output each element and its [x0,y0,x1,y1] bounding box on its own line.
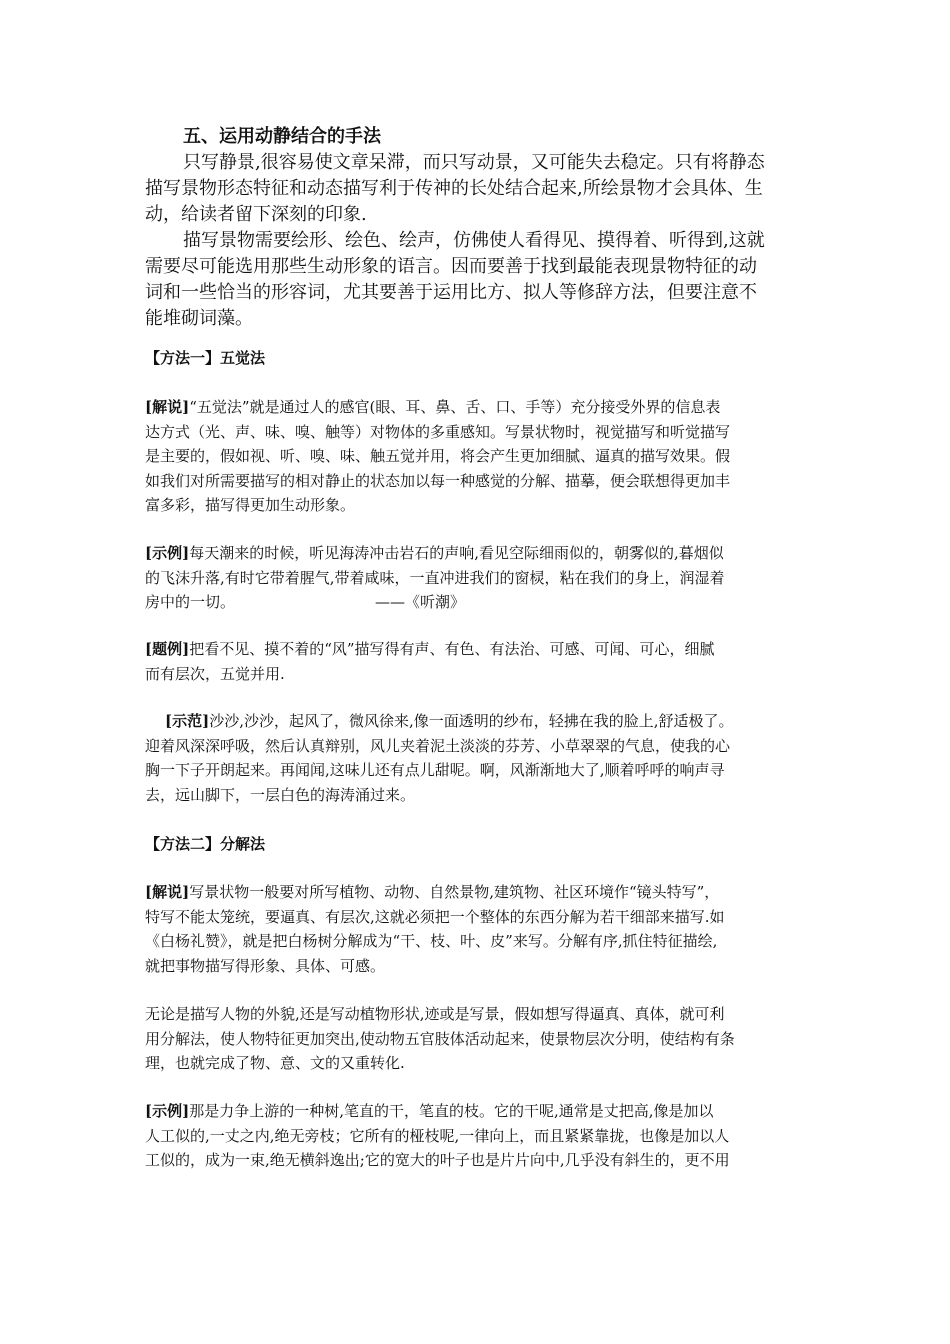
section-heading: 五、运用动静结合的手法 [183,126,381,147]
method1-model [145,709,815,807]
explain-line: 《白杨礼赞》，就是把白杨树分解成为“干、枝、叶、皮”来写。分解有序,抓住特征描绘, [145,932,718,950]
explain-line: 达方式（光、声、味、嗅、触等）对物体的多重感知。写景状物时，视觉描写和听觉描写 [145,422,731,441]
paragraph-line: 无论是描写人物的外貌,还是写动植物形状,迹或是写景，假如想写得逼真、真体，就可利 [145,1005,725,1023]
exercise-line: 而有层次，五觉并用. [145,664,285,683]
example-line: 的飞沫升落,有时它带着腥气,带着咸味，一直冲进我们的窗棂，粘在我们的身上，润湿着 [145,568,725,587]
example-line: 工似的，成为一束,绝无横斜逸出;它的宽大的叶子也是片片向中,几乎没有斜生的，更不用 [145,1151,730,1169]
example-line: 人工似的,一丈之内,绝无旁枝；它所有的桠枝呢,一律向上，而且紧紧靠拢，也像是加以人 [145,1126,730,1145]
method2-explain [145,880,815,978]
model-line: 沙沙,沙沙，起风了，微风徐来,像一面透明的纱布，轻拂在我的脸上,舒适极了。 [209,712,734,730]
example-tag: [示例] [145,544,190,562]
example-line: 每天潮来的时候，听见海涛冲击岩石的声响,看见空际细雨似的，朝雾似的,暮烟似 [189,544,724,562]
exercise-tag: [题例] [145,640,190,658]
method2-title-block [145,832,815,857]
explain-tag: [解说] [145,883,190,901]
explain-line: 特写不能太笼统，要逼真、有层次,这就必须把一个整体的东西分解为若干细部来描写.如 [145,907,725,926]
explain-line: 如我们对所需要描写的相对静止的状态加以每一种感觉的分解、描摹，便会联想得更加丰 [145,471,731,490]
method1-title-block [145,346,815,371]
example-source: ——《听潮》 [375,593,466,611]
para2-line: 词和一些恰当的形容词，尤其要善于运用比方、拟人等修辞方法，但要注意不 [145,282,757,303]
explain-line: 富多彩，描写得更加生动形象。 [145,496,356,514]
example-line: 房中的一切。 [145,593,236,611]
model-line: 迎着风深深呼吸，然后认真辩别，风儿夹着泥土淡淡的芬芳、小草翠翠的气息，使我的心 [145,736,731,755]
method1-explain [145,395,815,518]
section5 [145,124,815,332]
para2-line: 需要尽可能选用那些生动形象的语言。因而要善于找到最能表现景物特征的动 [145,256,757,277]
paragraph-line: 理，也就完成了物、意、文的又重转化. [145,1054,405,1072]
para1-line: 动，给读者留下深刻的印象. [145,204,367,225]
explain-line: 是主要的，假如视、听、嗅、味、触五觉并用，将会产生更加细腻、逼真的描写效果。假 [145,447,731,465]
method2-example [145,1099,815,1173]
method1-exercise [145,637,815,686]
model-line: 胸一下子开朗起来。再闻闻,这味儿还有点儿甜呢。啊，风渐渐地大了,顺着呼呼的响声寻 [145,761,725,779]
paragraph-line: 用分解法，使人物特征更加突出,使动物五官肢体活动起来，使景物层次分明，使结构有条 [145,1029,735,1048]
exercise-line: 把看不见、摸不着的“风”描写得有声、有色、有法治、可感、可闻、可心，细腻 [189,640,715,658]
explain-tag: [解说] [145,398,190,416]
method2-paragraph [145,1002,815,1076]
method1-example [145,541,815,615]
model-tag: [示范] [165,712,210,730]
method1-title: 【方法一】五觉法 [145,349,266,367]
method2-title: 【方法二】分解法 [145,835,266,853]
explain-line: “五觉法”就是通过人的感官(眼、耳、鼻、舌、口、手等）充分接受外界的信息表 [189,398,721,416]
example-line: 那是力争上游的一种树,笔直的干，笔直的枝。它的干呢,通常是丈把高,像是加以 [189,1102,714,1120]
explain-line: 就把事物描写得形象、具体、可感。 [145,956,386,975]
model-line: 去，远山脚下，一层白色的海涛涌过来。 [145,785,416,804]
para2-line: 描写景物需要绘形、绘色、绘声，仿佛使人看得见、摸得着、听得到,这就 [183,230,765,251]
example-tag: [示例] [145,1102,190,1120]
explain-line: 写景状物一般要对所写植物、动物、自然景物,建筑物、社区环境作“镜头特写”， [189,883,720,901]
para2-line: 能堆砌词藻。 [145,308,253,329]
para1-line: 描写景物形态特征和动态描写利于传神的长处结合起来,所绘景物才会具体、生 [145,178,763,199]
para1-line: 只写静景,很容易使文章呆滞，而只写动景，又可能失去稳定。只有将静态 [183,152,765,173]
